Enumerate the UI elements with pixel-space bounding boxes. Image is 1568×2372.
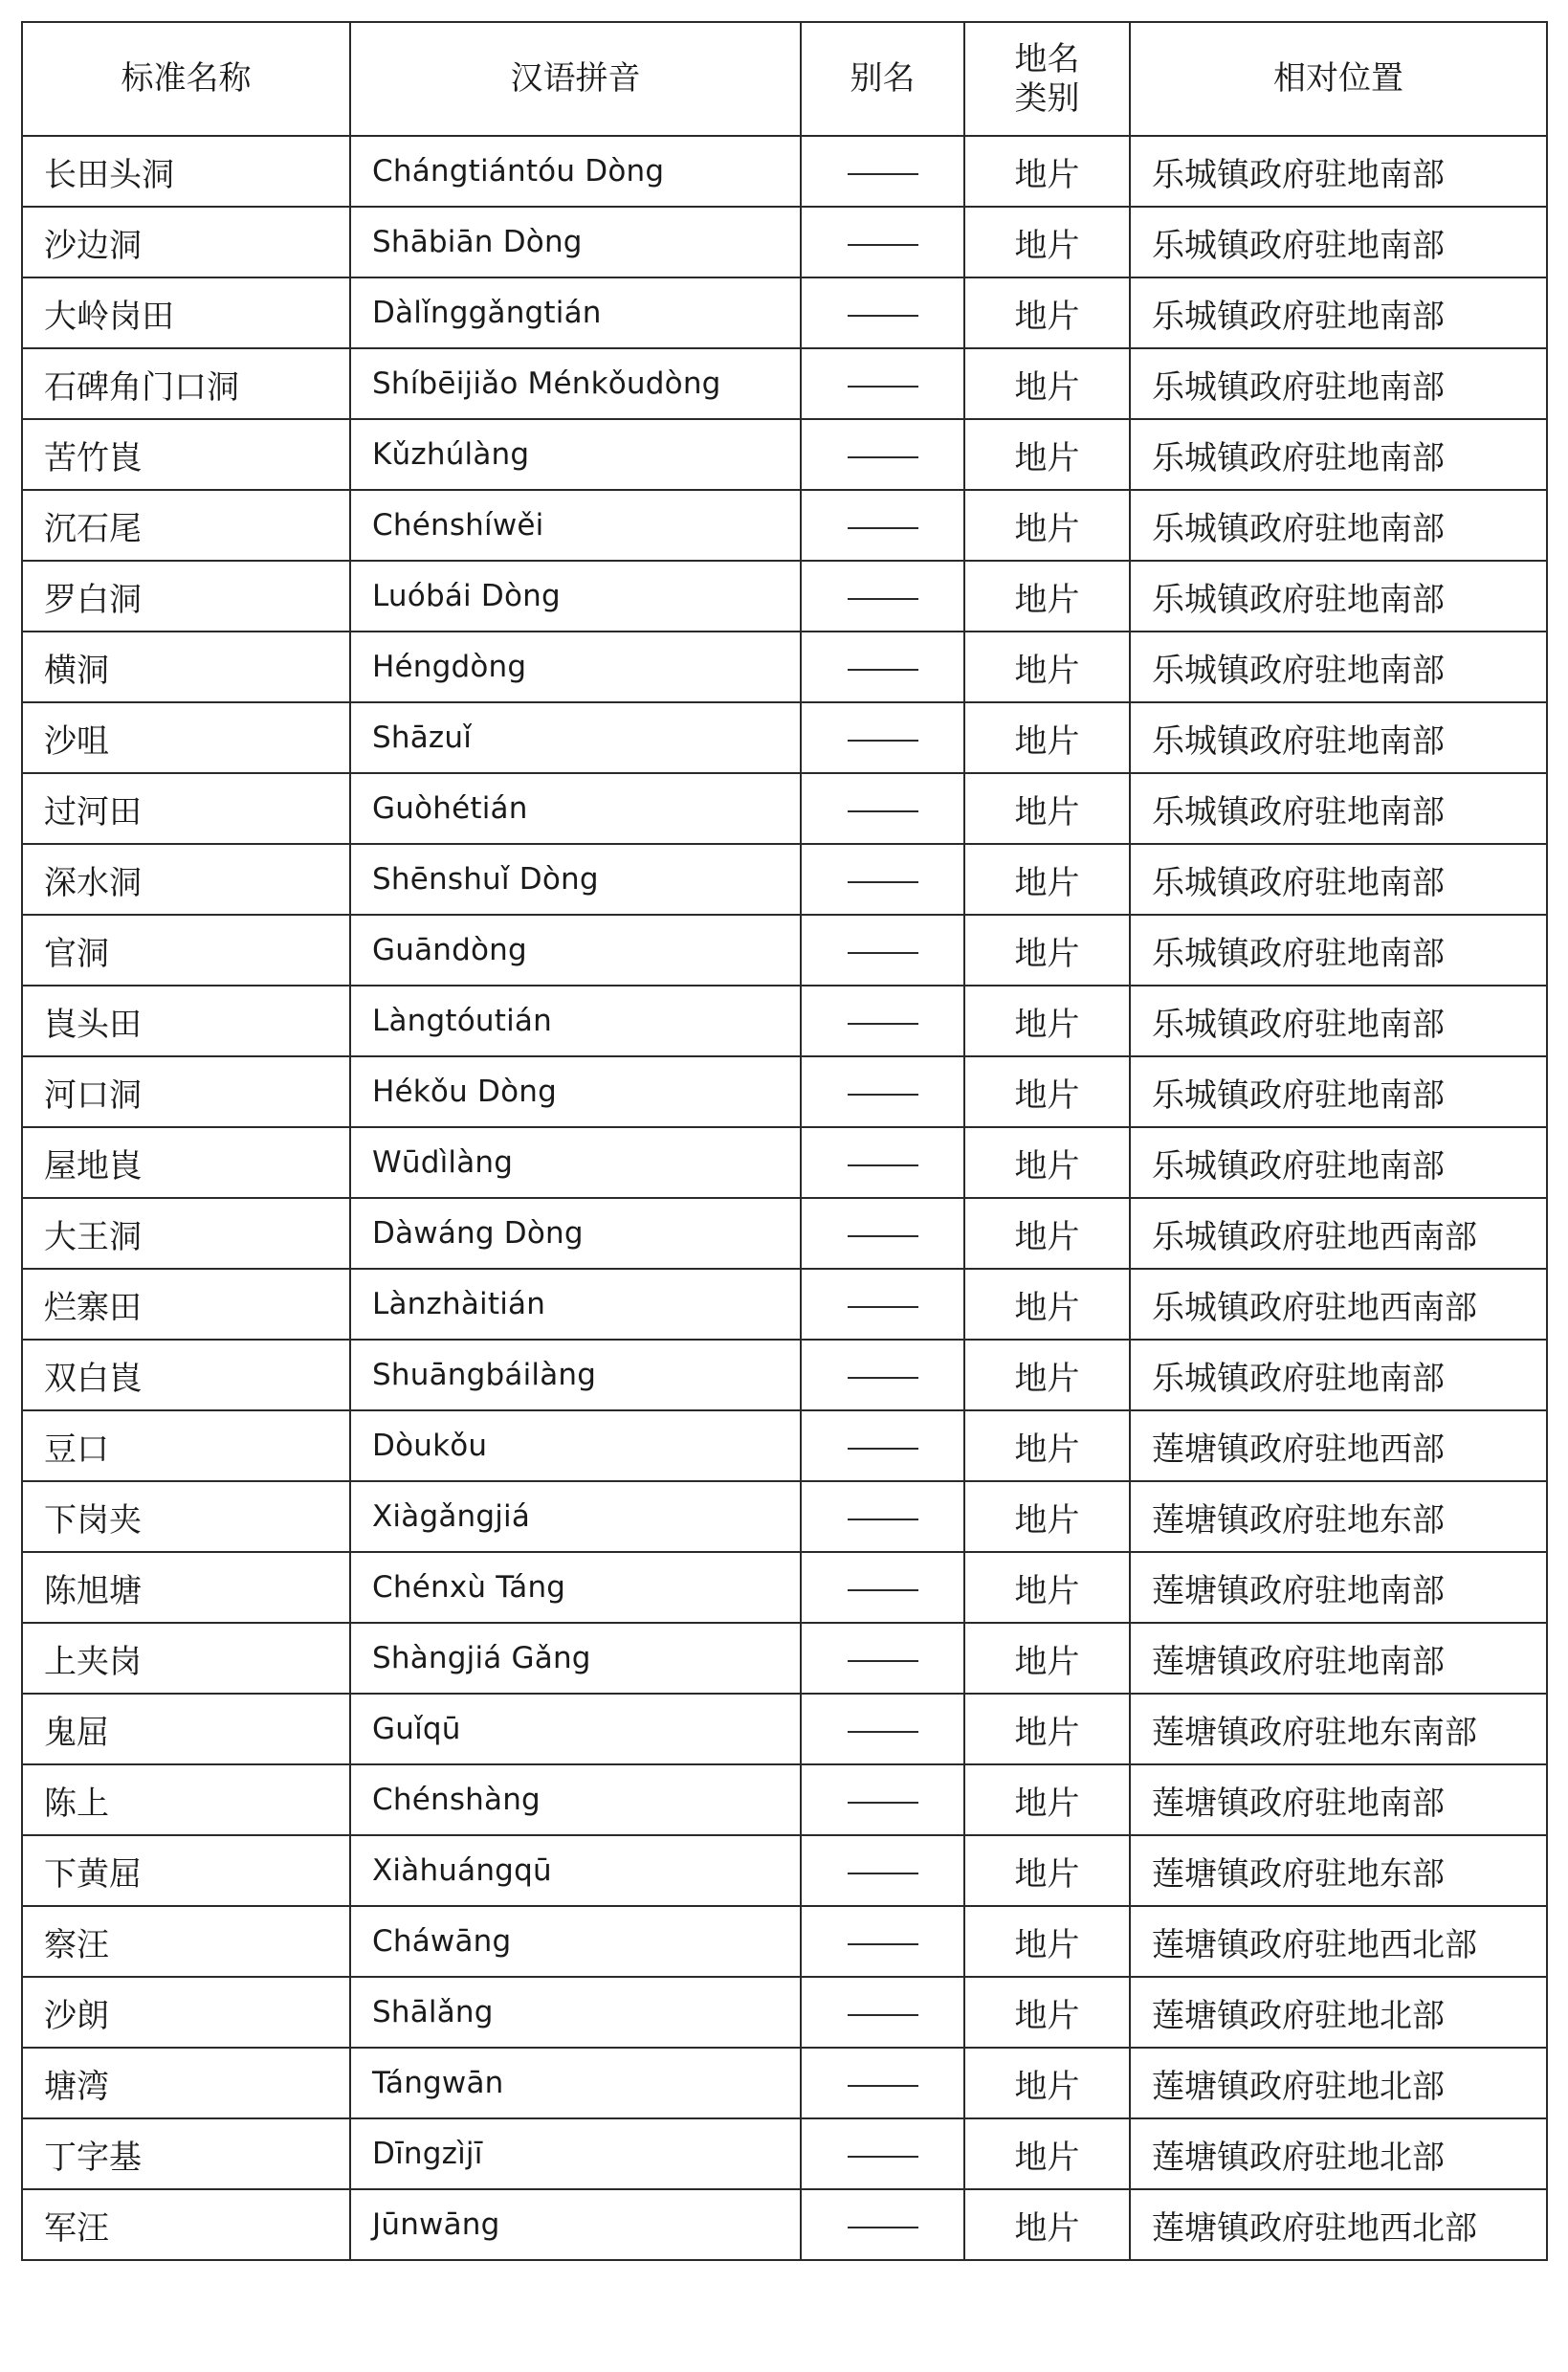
table-row	[22, 632, 1547, 702]
cell-standard-name: 苦竹崀	[22, 419, 350, 490]
cell-place-type: 地片	[964, 1481, 1130, 1552]
table-row	[22, 1269, 1547, 1340]
alias-none-dash	[848, 2014, 918, 2016]
cell-relative-location: 乐城镇政府驻地南部	[1130, 490, 1547, 561]
cell-pinyin: Shāzuǐ	[350, 702, 801, 773]
alias-none-dash	[848, 386, 918, 388]
cell-pinyin: Xiàhuángqū	[350, 1835, 801, 1906]
cell-relative-location: 乐城镇政府驻地南部	[1130, 1056, 1547, 1127]
table-row	[22, 1481, 1547, 1552]
cell-relative-location: 乐城镇政府驻地南部	[1130, 136, 1547, 207]
header-row	[22, 22, 1547, 136]
cell-place-type: 地片	[964, 1623, 1130, 1694]
cell-alias	[801, 1977, 964, 2048]
cell-place-type: 地片	[964, 1198, 1130, 1269]
alias-none-dash	[848, 1589, 918, 1591]
table-row	[22, 1340, 1547, 1410]
cell-alias	[801, 419, 964, 490]
table-row	[22, 1694, 1547, 1764]
table-row	[22, 348, 1547, 419]
cell-pinyin: Guòhétián	[350, 773, 801, 844]
cell-alias	[801, 1056, 964, 1127]
cell-pinyin: Xiàgǎngjiá	[350, 1481, 801, 1552]
cell-place-type: 地片	[964, 1835, 1130, 1906]
cell-pinyin: Jūnwāng	[350, 2189, 801, 2260]
cell-alias	[801, 1127, 964, 1198]
cell-place-type: 地片	[964, 1764, 1130, 1835]
cell-standard-name: 豆口	[22, 1410, 350, 1481]
cell-pinyin: Cháwāng	[350, 1906, 801, 1977]
cell-alias	[801, 1481, 964, 1552]
table-row	[22, 1056, 1547, 1127]
cell-relative-location: 莲塘镇政府驻地北部	[1130, 1977, 1547, 2048]
cell-relative-location: 乐城镇政府驻地南部	[1130, 632, 1547, 702]
cell-relative-location: 乐城镇政府驻地西南部	[1130, 1269, 1547, 1340]
cell-pinyin: Dàlǐnggǎngtián	[350, 277, 801, 348]
cell-relative-location: 莲塘镇政府驻地南部	[1130, 1623, 1547, 1694]
cell-alias	[801, 136, 964, 207]
cell-standard-name: 丁字基	[22, 2118, 350, 2189]
table-row	[22, 773, 1547, 844]
cell-relative-location: 莲塘镇政府驻地北部	[1130, 2118, 1547, 2189]
alias-none-dash	[848, 952, 918, 954]
cell-relative-location: 莲塘镇政府驻地西北部	[1130, 2189, 1547, 2260]
alias-none-dash	[848, 2085, 918, 2087]
cell-pinyin: Làngtóutián	[350, 986, 801, 1056]
cell-place-type: 地片	[964, 419, 1130, 490]
alias-none-dash	[848, 1094, 918, 1096]
cell-relative-location: 莲塘镇政府驻地南部	[1130, 1764, 1547, 1835]
cell-pinyin: Chángtiántóu Dòng	[350, 136, 801, 207]
alias-none-dash	[848, 1235, 918, 1237]
cell-alias	[801, 490, 964, 561]
header-standard-name: 标准名称	[22, 22, 350, 136]
alias-none-dash	[848, 598, 918, 600]
alias-none-dash	[848, 1660, 918, 1662]
alias-none-dash	[848, 810, 918, 812]
cell-standard-name: 河口洞	[22, 1056, 350, 1127]
cell-pinyin: Dòukǒu	[350, 1410, 801, 1481]
cell-relative-location: 莲塘镇政府驻地东部	[1130, 1481, 1547, 1552]
table-row	[22, 915, 1547, 986]
cell-alias	[801, 207, 964, 277]
cell-pinyin: Chénshàng	[350, 1764, 801, 1835]
table-row	[22, 2048, 1547, 2118]
cell-alias	[801, 632, 964, 702]
table-header	[22, 22, 1547, 136]
alias-none-dash	[848, 1377, 918, 1379]
table-body	[22, 136, 1547, 2260]
cell-relative-location: 莲塘镇政府驻地东部	[1130, 1835, 1547, 1906]
alias-none-dash	[848, 1802, 918, 1804]
cell-relative-location: 乐城镇政府驻地南部	[1130, 1340, 1547, 1410]
cell-relative-location: 乐城镇政府驻地南部	[1130, 348, 1547, 419]
cell-standard-name: 上夹岗	[22, 1623, 350, 1694]
cell-relative-location: 莲塘镇政府驻地南部	[1130, 1552, 1547, 1623]
alias-none-dash	[848, 1873, 918, 1874]
cell-standard-name: 双白崀	[22, 1340, 350, 1410]
cell-place-type: 地片	[964, 348, 1130, 419]
alias-none-dash	[848, 1943, 918, 1945]
cell-place-type: 地片	[964, 1127, 1130, 1198]
cell-relative-location: 乐城镇政府驻地南部	[1130, 419, 1547, 490]
cell-place-type: 地片	[964, 1056, 1130, 1127]
table-row	[22, 1552, 1547, 1623]
table-row	[22, 844, 1547, 915]
cell-pinyin: Shuāngbáilàng	[350, 1340, 801, 1410]
cell-standard-name: 塘湾	[22, 2048, 350, 2118]
cell-standard-name: 鬼屈	[22, 1694, 350, 1764]
header-relative-location: 相对位置	[1130, 22, 1547, 136]
table-row	[22, 1835, 1547, 1906]
cell-pinyin: Shēnshuǐ Dòng	[350, 844, 801, 915]
cell-pinyin: Dàwáng Dòng	[350, 1198, 801, 1269]
cell-relative-location: 莲塘镇政府驻地北部	[1130, 2048, 1547, 2118]
header-place-type-line2: 类别	[1014, 78, 1080, 118]
table-row	[22, 1977, 1547, 2048]
cell-alias	[801, 277, 964, 348]
alias-none-dash	[848, 173, 918, 175]
cell-pinyin: Shābiān Dòng	[350, 207, 801, 277]
cell-alias	[801, 1269, 964, 1340]
cell-standard-name: 军汪	[22, 2189, 350, 2260]
cell-place-type: 地片	[964, 277, 1130, 348]
cell-place-type: 地片	[964, 561, 1130, 632]
cell-place-type: 地片	[964, 2118, 1130, 2189]
cell-standard-name: 下黄屈	[22, 1835, 350, 1906]
cell-place-type: 地片	[964, 1906, 1130, 1977]
cell-relative-location: 乐城镇政府驻地南部	[1130, 915, 1547, 986]
cell-place-type: 地片	[964, 2048, 1130, 2118]
cell-alias	[801, 773, 964, 844]
cell-alias	[801, 1552, 964, 1623]
cell-alias	[801, 2118, 964, 2189]
cell-pinyin: Lànzhàitián	[350, 1269, 801, 1340]
cell-relative-location: 乐城镇政府驻地南部	[1130, 844, 1547, 915]
cell-place-type: 地片	[964, 490, 1130, 561]
alias-none-dash	[848, 740, 918, 742]
table-row	[22, 1127, 1547, 1198]
cell-relative-location: 乐城镇政府驻地西南部	[1130, 1198, 1547, 1269]
cell-standard-name: 长田头洞	[22, 136, 350, 207]
table-row	[22, 1410, 1547, 1481]
cell-place-type: 地片	[964, 1977, 1130, 2048]
cell-place-type: 地片	[964, 1340, 1130, 1410]
cell-standard-name: 罗白洞	[22, 561, 350, 632]
cell-standard-name: 崀头田	[22, 986, 350, 1056]
cell-place-type: 地片	[964, 773, 1130, 844]
cell-pinyin: Dīngzìjī	[350, 2118, 801, 2189]
cell-pinyin: Luóbái Dòng	[350, 561, 801, 632]
cell-place-type: 地片	[964, 1694, 1130, 1764]
cell-alias	[801, 1198, 964, 1269]
cell-relative-location: 乐城镇政府驻地南部	[1130, 773, 1547, 844]
table-row	[22, 1623, 1547, 1694]
cell-relative-location: 莲塘镇政府驻地西北部	[1130, 1906, 1547, 1977]
cell-place-type: 地片	[964, 844, 1130, 915]
table-row	[22, 277, 1547, 348]
alias-none-dash	[848, 1164, 918, 1166]
alias-none-dash	[848, 1519, 918, 1520]
alias-none-dash	[848, 1023, 918, 1025]
cell-standard-name: 烂寨田	[22, 1269, 350, 1340]
table-row	[22, 986, 1547, 1056]
header-place-type	[964, 22, 1130, 136]
cell-alias	[801, 702, 964, 773]
cell-pinyin: Chénxù Táng	[350, 1552, 801, 1623]
cell-place-type: 地片	[964, 915, 1130, 986]
cell-standard-name: 沉石尾	[22, 490, 350, 561]
alias-none-dash	[848, 527, 918, 529]
cell-place-type: 地片	[964, 2189, 1130, 2260]
cell-place-type: 地片	[964, 632, 1130, 702]
cell-alias	[801, 1764, 964, 1835]
cell-alias	[801, 348, 964, 419]
cell-alias	[801, 561, 964, 632]
cell-alias	[801, 915, 964, 986]
document-page	[21, 21, 1546, 2261]
cell-standard-name: 深水洞	[22, 844, 350, 915]
alias-none-dash	[848, 881, 918, 883]
alias-none-dash	[848, 315, 918, 317]
alias-none-dash	[848, 669, 918, 671]
table-row	[22, 1198, 1547, 1269]
cell-pinyin: Shàngjiá Gǎng	[350, 1623, 801, 1694]
cell-place-type: 地片	[964, 702, 1130, 773]
cell-pinyin: Héngdòng	[350, 632, 801, 702]
header-pinyin: 汉语拼音	[350, 22, 801, 136]
cell-alias	[801, 1340, 964, 1410]
cell-alias	[801, 1835, 964, 1906]
cell-standard-name: 沙边洞	[22, 207, 350, 277]
cell-relative-location: 乐城镇政府驻地南部	[1130, 702, 1547, 773]
table-row	[22, 207, 1547, 277]
cell-relative-location: 乐城镇政府驻地南部	[1130, 986, 1547, 1056]
cell-alias	[801, 2189, 964, 2260]
cell-alias	[801, 1694, 964, 1764]
table-row	[22, 561, 1547, 632]
header-alias: 别名	[801, 22, 964, 136]
cell-standard-name: 官洞	[22, 915, 350, 986]
cell-place-type: 地片	[964, 1410, 1130, 1481]
table-row	[22, 136, 1547, 207]
cell-standard-name: 石碑角门口洞	[22, 348, 350, 419]
cell-standard-name: 陈旭塘	[22, 1552, 350, 1623]
cell-pinyin: Guǐqū	[350, 1694, 801, 1764]
cell-pinyin: Wūdìlàng	[350, 1127, 801, 1198]
cell-place-type: 地片	[964, 1269, 1130, 1340]
alias-none-dash	[848, 1306, 918, 1308]
cell-place-type: 地片	[964, 207, 1130, 277]
cell-alias	[801, 2048, 964, 2118]
cell-standard-name: 过河田	[22, 773, 350, 844]
cell-standard-name: 察汪	[22, 1906, 350, 1977]
table-row	[22, 1906, 1547, 1977]
cell-standard-name: 屋地崀	[22, 1127, 350, 1198]
alias-none-dash	[848, 1731, 918, 1733]
cell-alias	[801, 986, 964, 1056]
alias-none-dash	[848, 1448, 918, 1450]
cell-standard-name: 陈上	[22, 1764, 350, 1835]
cell-pinyin: Guāndòng	[350, 915, 801, 986]
cell-place-type: 地片	[964, 986, 1130, 1056]
cell-relative-location: 乐城镇政府驻地南部	[1130, 277, 1547, 348]
table-row	[22, 1764, 1547, 1835]
cell-pinyin: Shālǎng	[350, 1977, 801, 2048]
cell-place-type: 地片	[964, 1552, 1130, 1623]
table-row	[22, 490, 1547, 561]
cell-relative-location: 莲塘镇政府驻地西部	[1130, 1410, 1547, 1481]
cell-relative-location: 乐城镇政府驻地南部	[1130, 207, 1547, 277]
cell-pinyin: Kǔzhúlàng	[350, 419, 801, 490]
cell-place-type: 地片	[964, 136, 1130, 207]
cell-relative-location: 乐城镇政府驻地南部	[1130, 1127, 1547, 1198]
cell-pinyin: Tángwān	[350, 2048, 801, 2118]
cell-standard-name: 沙咀	[22, 702, 350, 773]
cell-standard-name: 大王洞	[22, 1198, 350, 1269]
cell-alias	[801, 1906, 964, 1977]
table-row	[22, 2189, 1547, 2260]
cell-standard-name: 大岭岗田	[22, 277, 350, 348]
table-row	[22, 419, 1547, 490]
table-row	[22, 2118, 1547, 2189]
alias-none-dash	[848, 2227, 918, 2228]
cell-pinyin: Shíbēijiǎo Ménkǒudòng	[350, 348, 801, 419]
alias-none-dash	[848, 2156, 918, 2158]
cell-relative-location: 乐城镇政府驻地南部	[1130, 561, 1547, 632]
cell-alias	[801, 1410, 964, 1481]
header-place-type-line1: 地名	[1014, 39, 1080, 78]
place-name-table	[21, 21, 1548, 2261]
alias-none-dash	[848, 244, 918, 246]
cell-standard-name: 沙朗	[22, 1977, 350, 2048]
cell-pinyin: Hékǒu Dòng	[350, 1056, 801, 1127]
cell-pinyin: Chénshíwěi	[350, 490, 801, 561]
table-row	[22, 702, 1547, 773]
cell-alias	[801, 844, 964, 915]
cell-standard-name: 下岗夹	[22, 1481, 350, 1552]
cell-relative-location: 莲塘镇政府驻地东南部	[1130, 1694, 1547, 1764]
cell-standard-name: 横洞	[22, 632, 350, 702]
cell-alias	[801, 1623, 964, 1694]
alias-none-dash	[848, 456, 918, 458]
